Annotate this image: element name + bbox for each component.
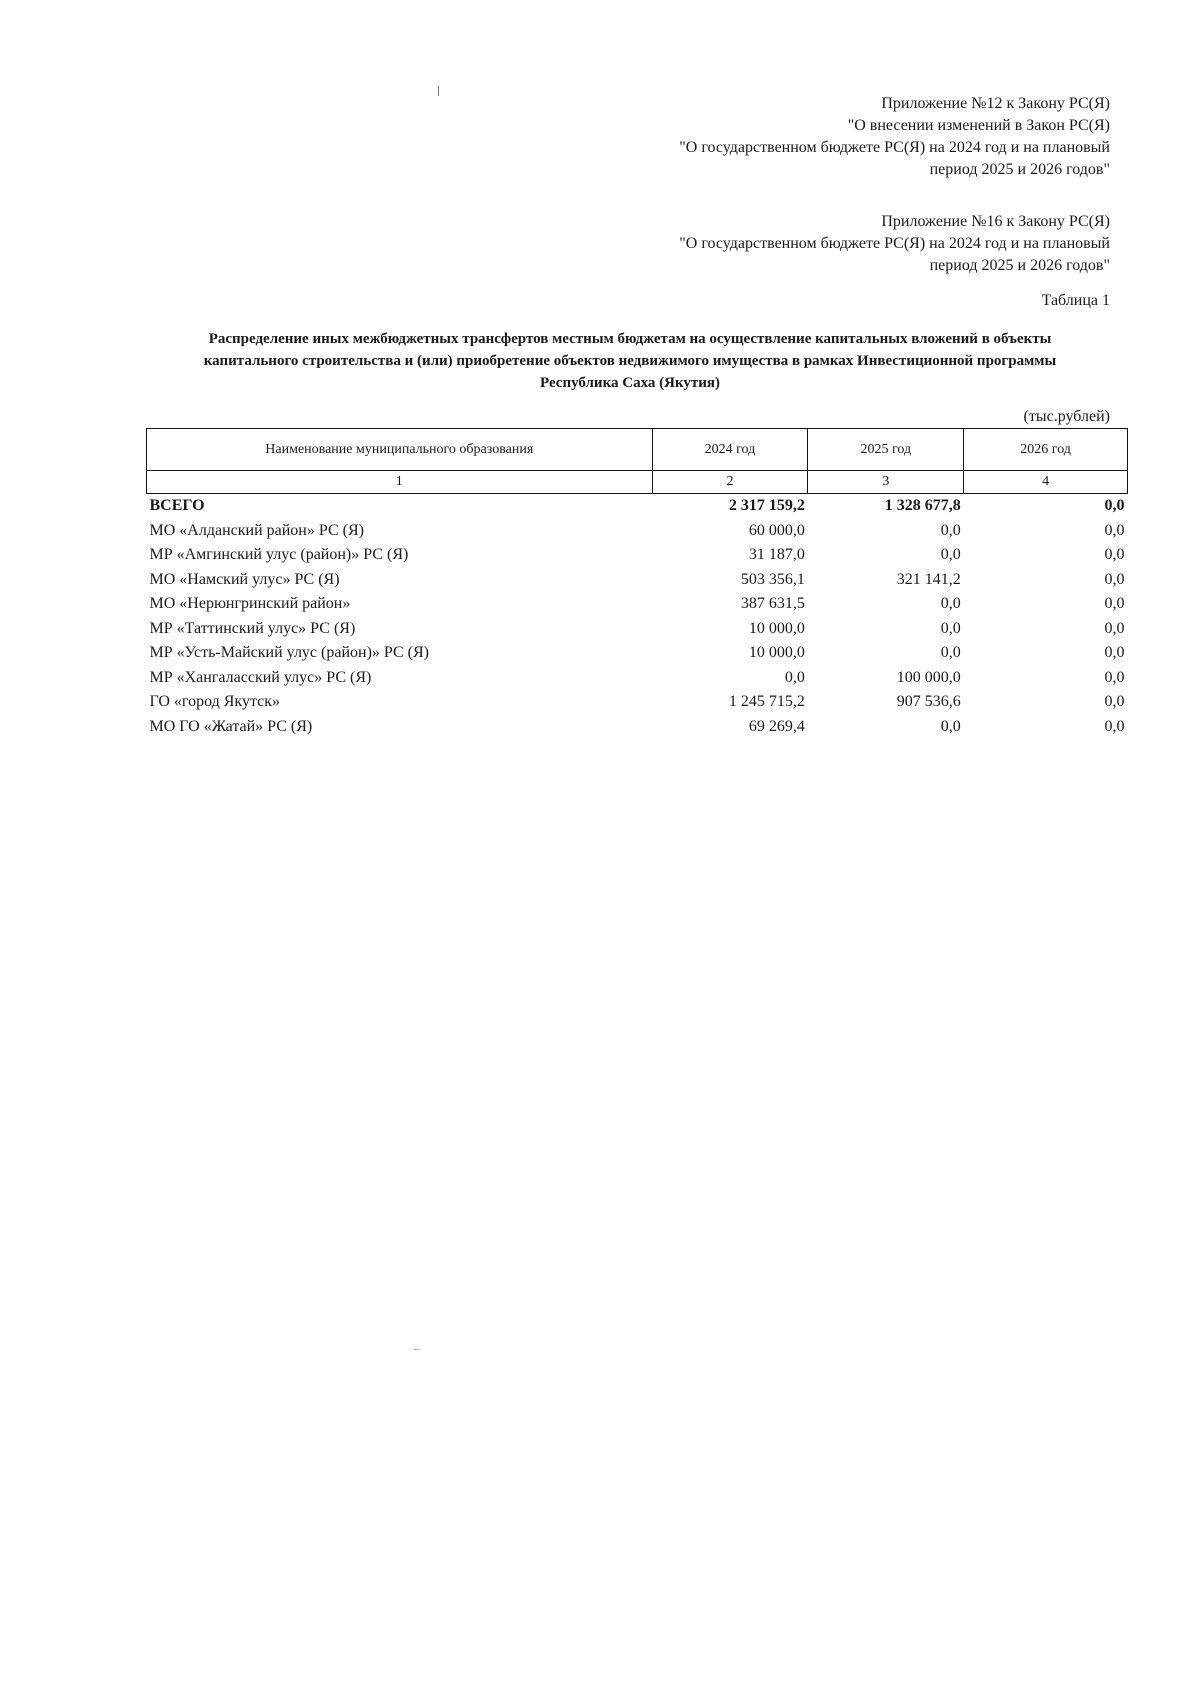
value-2025: 907 536,6 <box>896 693 961 710</box>
table-row <box>147 519 1128 544</box>
municipality-name: ГО «город Якутск» <box>149 693 281 710</box>
appendix-12-line-4: период 2025 и 2026 годов" <box>929 161 1110 178</box>
document-title <box>140 328 1120 394</box>
table-row <box>147 592 1128 617</box>
value-2025: 0,0 <box>940 595 961 612</box>
appendix-16-line-1: Приложение №16 к Закону РС(Я) <box>881 213 1110 230</box>
value-2024: 1 245 715,2 <box>728 693 805 710</box>
units-label: (тыс.рублей) <box>1023 408 1110 425</box>
value-2026: 0,0 <box>1104 644 1125 661</box>
value-2025: 321 141,2 <box>896 570 961 588</box>
column-number-3: 3 <box>808 471 964 494</box>
header-2026: 2026 год <box>964 429 1128 471</box>
municipality-name: МО «Намский улус» РС (Я) <box>149 570 340 588</box>
total-label: ВСЕГО <box>149 497 205 514</box>
value-2026: 0,0 <box>1104 521 1125 539</box>
column-number-2: 2 <box>652 471 808 494</box>
scan-mark <box>438 86 439 96</box>
header-municipality: Наименование муниципального образования <box>147 429 653 471</box>
value-2024: 69 269,4 <box>748 717 805 735</box>
appendix-12-line-3: "О государственном бюджете РС(Я) на 2024 год и на плановый <box>679 139 1110 156</box>
value-2024: 10 000,0 <box>748 644 805 661</box>
value-2025: 0,0 <box>940 619 961 637</box>
total-row <box>147 494 1128 519</box>
municipality-name: МР «Хангаласский улус» РС (Я) <box>149 668 372 686</box>
table-row <box>147 568 1128 593</box>
total-2024: 2 317 159,2 <box>728 497 805 514</box>
value-2025: 100 000,0 <box>896 668 961 686</box>
table-row <box>147 641 1128 666</box>
municipality-name: МО ГО «Жатай» РС (Я) <box>149 717 313 735</box>
value-2025: 0,0 <box>940 546 961 563</box>
total-2026: 0,0 <box>1104 497 1125 514</box>
table-label: Таблица 1 <box>1041 292 1110 309</box>
appendix-12-line-2: "О внесении изменений в Закон РС(Я) <box>847 117 1110 134</box>
value-2026: 0,0 <box>1104 595 1125 612</box>
value-2024: 31 187,0 <box>748 546 805 563</box>
transfers-table <box>146 428 1128 739</box>
municipality-name: МО «Алданский район» РС (Я) <box>149 521 364 539</box>
appendix-16-line-2: "О государственном бюджете РС(Я) на 2024 год и на плановый <box>679 235 1110 252</box>
appendix-16-line-3: период 2025 и 2026 годов" <box>929 257 1110 274</box>
scan-artifact <box>414 1349 420 1350</box>
municipality-name: МР «Таттинский улус» РС (Я) <box>149 619 356 637</box>
value-2024: 60 000,0 <box>748 521 805 539</box>
municipality-name: МР «Усть-Майский улус (район)» РС (Я) <box>149 644 429 661</box>
appendix-12-line-1: Приложение №12 к Закону РС(Я) <box>881 95 1110 112</box>
value-2024: 10 000,0 <box>748 619 805 637</box>
title-line-1: Распределение иных межбюджетных трансфертов местным бюджетам на осуществление капитальных вложений в объекты <box>208 331 1052 347</box>
value-2024: 387 631,5 <box>740 595 805 612</box>
table-row <box>147 690 1128 715</box>
table-row <box>147 715 1128 740</box>
appendix-16-header <box>679 211 1110 277</box>
value-2024: 0,0 <box>784 668 805 686</box>
municipality-name: МР «Амгинский улус (район)» РС (Я) <box>149 546 409 563</box>
value-2025: 0,0 <box>940 717 961 735</box>
table-row <box>147 543 1128 568</box>
value-2026: 0,0 <box>1104 717 1125 735</box>
title-line-2: капитального строительства и (или) приобретение объектов недвижимого имущества в рамках Инвестиционной программы <box>203 353 1057 369</box>
value-2026: 0,0 <box>1104 693 1125 710</box>
value-2026: 0,0 <box>1104 546 1125 563</box>
value-2026: 0,0 <box>1104 619 1125 637</box>
header-2025: 2025 год <box>808 429 964 471</box>
header-2024: 2024 год <box>652 429 808 471</box>
value-2024: 503 356,1 <box>740 570 805 588</box>
title-line-3: Республика Саха (Якутия) <box>539 375 721 391</box>
table-row <box>147 666 1128 691</box>
total-2025: 1 328 677,8 <box>884 497 961 514</box>
value-2025: 0,0 <box>940 644 961 661</box>
table-row <box>147 617 1128 642</box>
column-number-row <box>147 471 1128 494</box>
value-2026: 0,0 <box>1104 570 1125 588</box>
value-2026: 0,0 <box>1104 668 1125 686</box>
value-2025: 0,0 <box>940 521 961 539</box>
column-number-1: 1 <box>147 471 653 494</box>
table-header-row <box>147 429 1128 471</box>
municipality-name: МО «Нерюнгринский район» <box>149 595 351 612</box>
appendix-12-header <box>679 93 1110 181</box>
column-number-4: 4 <box>964 471 1128 494</box>
